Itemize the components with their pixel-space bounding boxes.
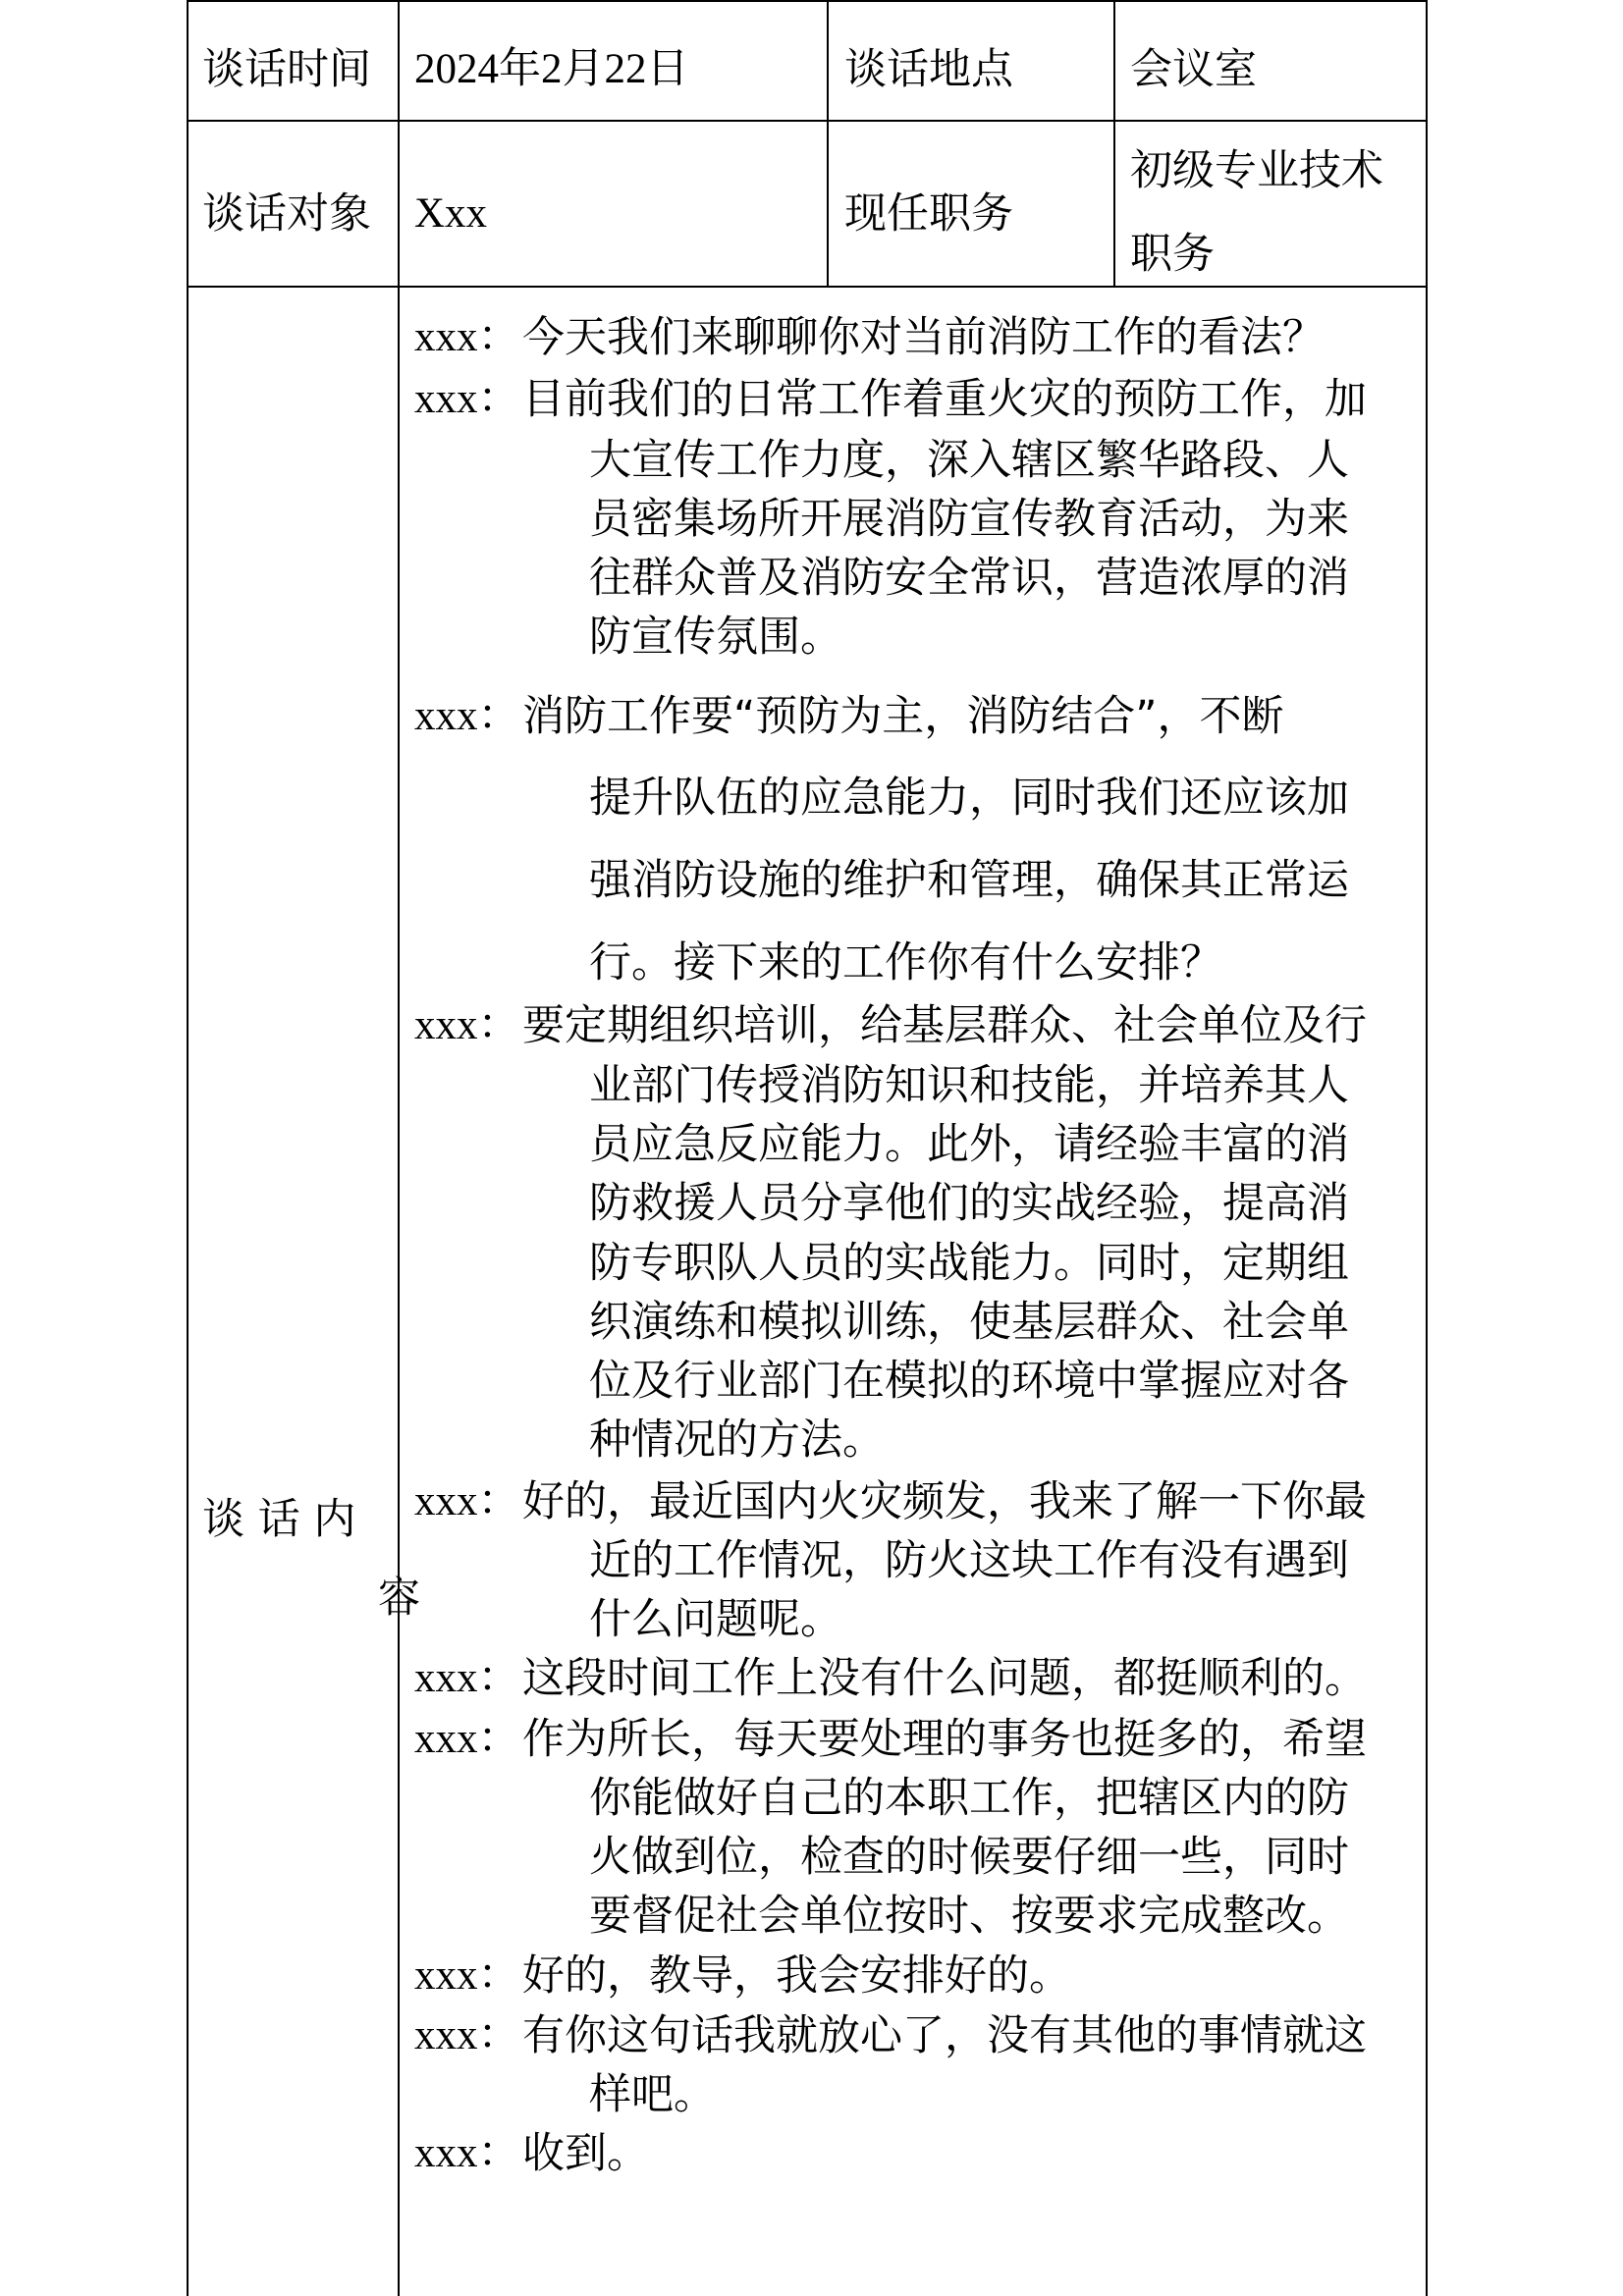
dialogue-line: 今天我们来聊聊你对当前消防工作的看法？ [522, 313, 1325, 362]
dialogue-line: 作为所长，每天要处理的事务也挺多的，希望 [522, 1715, 1367, 1764]
speaker-label: xxx： [414, 2130, 520, 2176]
speaker-label: xxx： [414, 693, 520, 739]
speaker-label: xxx： [414, 1952, 520, 1999]
speaker-label: xxx： [414, 2012, 520, 2058]
position-value-line1: 初级专业技术 [1130, 146, 1383, 195]
place-value: 会议室 [1130, 45, 1257, 94]
dialogue-line: 好的，教导，我会安排好的。 [522, 1951, 1071, 2001]
column-divider [398, 0, 400, 2296]
speaker-label: xxx： [414, 1002, 520, 1048]
subject-label: 谈话对象 [202, 189, 371, 239]
dialogue-line: 这段时间工作上没有什么问题，都挺顺利的。 [522, 1654, 1367, 1703]
dialogue-line: 种情况的方法。 [589, 1415, 885, 1465]
dialogue-line: 你能做好自己的本职工作，把辖区内的防 [589, 1774, 1349, 1823]
dialogue-line: 防专职队人员的实战能力。同时，定期组 [589, 1239, 1349, 1288]
dialogue-line: 员密集场所开展消防宣传教育活动，为来 [589, 495, 1349, 544]
dialogue-line: 近的工作情况，防火这块工作有没有遇到 [589, 1536, 1349, 1585]
dialogue-line: 防宣传氛围。 [589, 613, 842, 662]
dialogue-line: 要督促社会单位按时、按要求完成整改。 [589, 1892, 1349, 1941]
speaker-label: xxx： [414, 1478, 520, 1524]
dialogue-line: 收到。 [522, 2129, 649, 2178]
dialogue-line: 往群众普及消防安全常识，营造浓厚的消 [589, 554, 1349, 603]
dialogue-line: 火做到位，检查的时候要仔细一些，同时 [589, 1833, 1349, 1882]
speaker-label: xxx： [414, 1716, 520, 1762]
dialogue-line: 位及行业部门在模拟的环境中掌握应对各 [589, 1357, 1349, 1406]
dialogue-line: 员应急反应能力。此外，请经验丰富的消 [589, 1120, 1349, 1169]
table-border-right [1426, 0, 1428, 2296]
dialogue-line: 消防工作要“预防为主，消防结合”，不断 [522, 692, 1284, 741]
dialogue-line: 提升队伍的应急能力，同时我们还应该加 [589, 774, 1349, 823]
dialogue-line: 好的，最近国内火灾频发，我来了解一下你最 [522, 1477, 1367, 1526]
time-value: 2024年2月22日 [414, 46, 689, 92]
subject-value: Xxx [414, 190, 488, 237]
dialogue-line: 样吧。 [589, 2070, 716, 2119]
speaker-label: xxx： [414, 376, 520, 422]
place-label: 谈话地点 [844, 45, 1013, 94]
speaker-label: xxx： [414, 1655, 520, 1701]
dialogue-line: 要定期组织培训，给基层群众、社会单位及行 [522, 1001, 1367, 1050]
row-divider [187, 286, 1428, 288]
position-label: 现任职务 [844, 189, 1013, 239]
column-divider [1113, 0, 1115, 287]
content-label: 谈 话 内 [202, 1495, 356, 1544]
row-divider [187, 120, 1428, 122]
table-border-left [187, 0, 189, 2296]
content-label-wrap: 容 [378, 1574, 420, 1623]
dialogue-line: 什么问题呢。 [589, 1595, 842, 1644]
time-label: 谈话时间 [202, 45, 371, 94]
dialogue-line: 业部门传授消防知识和技能，并培养其人 [589, 1061, 1349, 1110]
dialogue-line: 行。接下来的工作你有什么安排？ [589, 938, 1222, 988]
position-value-line2: 职务 [1130, 230, 1215, 279]
table-border-top [187, 0, 1428, 2]
speaker-label: xxx： [414, 314, 520, 360]
dialogue-line: 织演练和模拟训练，使基层群众、社会单 [589, 1298, 1349, 1347]
dialogue-line: 强消防设施的维护和管理，确保其正常运 [589, 856, 1349, 905]
dialogue-line: 目前我们的日常工作着重火灾的预防工作，加 [522, 375, 1367, 424]
dialogue-line: 防救援人员分享他们的实战经验，提高消 [589, 1179, 1349, 1228]
dialogue-line: 有你这句话我就放心了，没有其他的事情就这 [522, 2011, 1367, 2060]
column-divider [827, 0, 829, 287]
dialogue-line: 大宣传工作力度，深入辖区繁华路段、人 [589, 436, 1349, 485]
